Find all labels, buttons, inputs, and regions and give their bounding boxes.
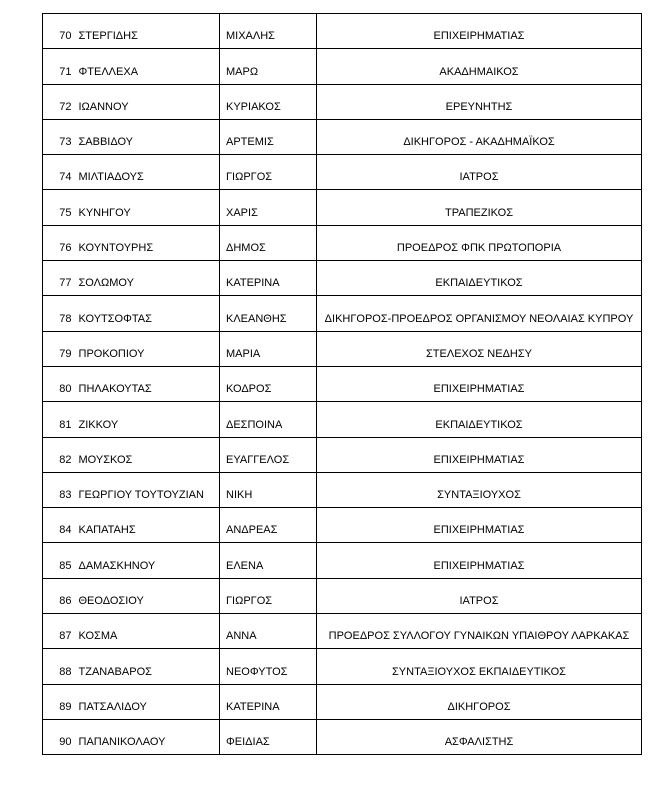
surname-cell: ΠΡΟΚΟΠΙΟΥ bbox=[77, 331, 220, 366]
surname-cell: ΘΕΟΔΟΣΙΟΥ bbox=[77, 578, 220, 613]
surname-cell: ΠΗΛΑΚΟΥΤΑΣ bbox=[77, 366, 220, 401]
surname-cell: ΔΑΜΑΣΚΗΝΟΥ bbox=[77, 543, 220, 578]
table-row bbox=[43, 155, 642, 190]
table-row bbox=[43, 614, 642, 649]
first-name-cell: ΝΙΚΗ bbox=[220, 472, 317, 507]
row-number: 89 bbox=[43, 684, 77, 719]
row-number: 87 bbox=[43, 614, 77, 649]
row-number: 78 bbox=[43, 296, 77, 331]
first-name-cell: ΓΙΩΡΓΟΣ bbox=[220, 155, 317, 190]
table-row bbox=[43, 84, 642, 119]
surname-cell: ΚΥΝΗΓΟΥ bbox=[77, 190, 220, 225]
occupation-cell: ΔΙΚΗΓΟΡΟΣ bbox=[317, 684, 642, 719]
occupation-cell: ΕΠΙΧΕΙΡΗΜΑΤΙΑΣ bbox=[317, 437, 642, 472]
table-row bbox=[43, 225, 642, 260]
first-name-cell: ΜΙΧΑΛΗΣ bbox=[220, 14, 317, 49]
surname-cell: ΚΑΠΑΤΑΗΣ bbox=[77, 508, 220, 543]
candidates-table bbox=[42, 13, 642, 755]
surname-cell: ΣΟΛΩΜΟΥ bbox=[77, 261, 220, 296]
table-row bbox=[43, 190, 642, 225]
surname-cell: ΚΟΣΜΑ bbox=[77, 614, 220, 649]
occupation-cell: ΙΑΤΡΟΣ bbox=[317, 155, 642, 190]
row-number: 90 bbox=[43, 719, 77, 754]
row-number: 83 bbox=[43, 472, 77, 507]
row-number: 80 bbox=[43, 366, 77, 401]
table-row bbox=[43, 366, 642, 401]
surname-cell: ΦΤΕΛΛΕΧΑ bbox=[77, 49, 220, 84]
row-number: 76 bbox=[43, 225, 77, 260]
occupation-cell: ΕΠΙΧΕΙΡΗΜΑΤΙΑΣ bbox=[317, 366, 642, 401]
row-number: 73 bbox=[43, 119, 77, 154]
surname-cell: ΣΑΒΒΙΔΟΥ bbox=[77, 119, 220, 154]
occupation-cell: ΕΠΙΧΕΙΡΗΜΑΤΙΑΣ bbox=[317, 14, 642, 49]
table-row bbox=[43, 402, 642, 437]
occupation-cell: ΣΥΝΤΑΞΙΟΥΧΟΣ bbox=[317, 472, 642, 507]
row-number: 77 bbox=[43, 261, 77, 296]
first-name-cell: ΝΕΟΦΥΤΟΣ bbox=[220, 649, 317, 684]
first-name-cell: ΧΑΡΙΣ bbox=[220, 190, 317, 225]
table-row bbox=[43, 508, 642, 543]
row-number: 84 bbox=[43, 508, 77, 543]
occupation-cell: ΕΡΕΥΝΗΤΗΣ bbox=[317, 84, 642, 119]
surname-cell: ΠΑΤΣΑΛΙΔΟΥ bbox=[77, 684, 220, 719]
occupation-cell: ΣΤΕΛΕΧΟΣ ΝΕΔΗΣΥ bbox=[317, 331, 642, 366]
table-row bbox=[43, 578, 642, 613]
occupation-cell: ΕΚΠΑΙΔΕΥΤΙΚΟΣ bbox=[317, 261, 642, 296]
surname-cell: ΚΟΥΝΤΟΥΡΗΣ bbox=[77, 225, 220, 260]
candidates-table-body bbox=[43, 14, 642, 755]
first-name-cell: ΑΝΔΡΕΑΣ bbox=[220, 508, 317, 543]
table-row bbox=[43, 119, 642, 154]
occupation-cell: ΕΠΙΧΕΙΡΗΜΑΤΙΑΣ bbox=[317, 508, 642, 543]
surname-cell: ΜΙΛΤΙΑΔΟΥΣ bbox=[77, 155, 220, 190]
table-row bbox=[43, 261, 642, 296]
first-name-cell: ΦΕΙΔΙΑΣ bbox=[220, 719, 317, 754]
surname-cell: ΓΕΩΡΓΙΟΥ ΤΟΥΤΟΥΖΙΑΝ bbox=[77, 472, 220, 507]
first-name-cell: ΑΡΤΕΜΙΣ bbox=[220, 119, 317, 154]
table-row bbox=[43, 331, 642, 366]
occupation-cell: ΙΑΤΡΟΣ bbox=[317, 578, 642, 613]
occupation-cell: ΠΡΟΕΔΡΟΣ ΦΠΚ ΠΡΩΤΟΠΟΡΙΑ bbox=[317, 225, 642, 260]
first-name-cell: ΕΥΑΓΓΕΛΟΣ bbox=[220, 437, 317, 472]
occupation-cell: ΣΥΝΤΑΞΙΟΥΧΟΣ ΕΚΠΑΙΔΕΥΤΙΚΟΣ bbox=[317, 649, 642, 684]
first-name-cell: ΔΗΜΟΣ bbox=[220, 225, 317, 260]
row-number: 74 bbox=[43, 155, 77, 190]
row-number: 70 bbox=[43, 14, 77, 49]
occupation-cell: ΕΚΠΑΙΔΕΥΤΙΚΟΣ bbox=[317, 402, 642, 437]
surname-cell: ΖΙΚΚΟΥ bbox=[77, 402, 220, 437]
occupation-cell: ΕΠΙΧΕΙΡΗΜΑΤΙΑΣ bbox=[317, 543, 642, 578]
table-row bbox=[43, 437, 642, 472]
occupation-cell: ΤΡΑΠΕΖΙΚΟΣ bbox=[317, 190, 642, 225]
table-row bbox=[43, 649, 642, 684]
row-number: 75 bbox=[43, 190, 77, 225]
first-name-cell: ΜΑΡΩ bbox=[220, 49, 317, 84]
first-name-cell: ΚΑΤΕΡΙΝΑ bbox=[220, 684, 317, 719]
first-name-cell: ΚΥΡΙΑΚΟΣ bbox=[220, 84, 317, 119]
row-number: 88 bbox=[43, 649, 77, 684]
occupation-cell: ΔΙΚΗΓΟΡΟΣ - ΑΚΑΔΗΜΑΪΚΟΣ bbox=[317, 119, 642, 154]
row-number: 72 bbox=[43, 84, 77, 119]
surname-cell: ΤΖΑΝΑΒΑΡΟΣ bbox=[77, 649, 220, 684]
row-number: 79 bbox=[43, 331, 77, 366]
occupation-cell: ΑΚΑΔΗΜΑΙΚΟΣ bbox=[317, 49, 642, 84]
table-row bbox=[43, 543, 642, 578]
table-row bbox=[43, 472, 642, 507]
surname-cell: ΜΟΥΣΚΟΣ bbox=[77, 437, 220, 472]
row-number: 86 bbox=[43, 578, 77, 613]
table-row bbox=[43, 296, 642, 331]
table-row bbox=[43, 49, 642, 84]
row-number: 85 bbox=[43, 543, 77, 578]
first-name-cell: ΓΙΩΡΓΟΣ bbox=[220, 578, 317, 613]
table-row bbox=[43, 684, 642, 719]
surname-cell: ΚΟΥΤΣΟΦΤΑΣ bbox=[77, 296, 220, 331]
surname-cell: ΙΩΑΝΝΟΥ bbox=[77, 84, 220, 119]
first-name-cell: ΚΑΤΕΡΙΝΑ bbox=[220, 261, 317, 296]
table-row bbox=[43, 14, 642, 49]
surname-cell: ΠΑΠΑΝΙΚΟΛΑΟΥ bbox=[77, 719, 220, 754]
occupation-cell: ΔΙΚΗΓΟΡΟΣ-ΠΡΟΕΔΡΟΣ ΟΡΓΑΝΙΣΜΟΥ ΝΕΟΛΑΙΑΣ ΚΥΠΡΟΥ bbox=[317, 296, 642, 331]
row-number: 71 bbox=[43, 49, 77, 84]
row-number: 81 bbox=[43, 402, 77, 437]
table-row bbox=[43, 719, 642, 754]
occupation-cell: ΑΣΦΑΛΙΣΤΗΣ bbox=[317, 719, 642, 754]
surname-cell: ΣΤΕΡΓΙΔΗΣ bbox=[77, 14, 220, 49]
first-name-cell: ΚΛΕΑΝΘΗΣ bbox=[220, 296, 317, 331]
occupation-cell: ΠΡΟΕΔΡΟΣ ΣΥΛΛΟΓΟΥ ΓΥΝΑΙΚΩΝ ΥΠΑΙΘΡΟΥ ΛΑΡΚΑΚΑΣ bbox=[317, 614, 642, 649]
first-name-cell: ΚΟΔΡΟΣ bbox=[220, 366, 317, 401]
first-name-cell: ΔΕΣΠΟΙΝΑ bbox=[220, 402, 317, 437]
row-number: 82 bbox=[43, 437, 77, 472]
first-name-cell: ΜΑΡΙΑ bbox=[220, 331, 317, 366]
first-name-cell: ΑΝΝΑ bbox=[220, 614, 317, 649]
first-name-cell: ΕΛΕΝΑ bbox=[220, 543, 317, 578]
